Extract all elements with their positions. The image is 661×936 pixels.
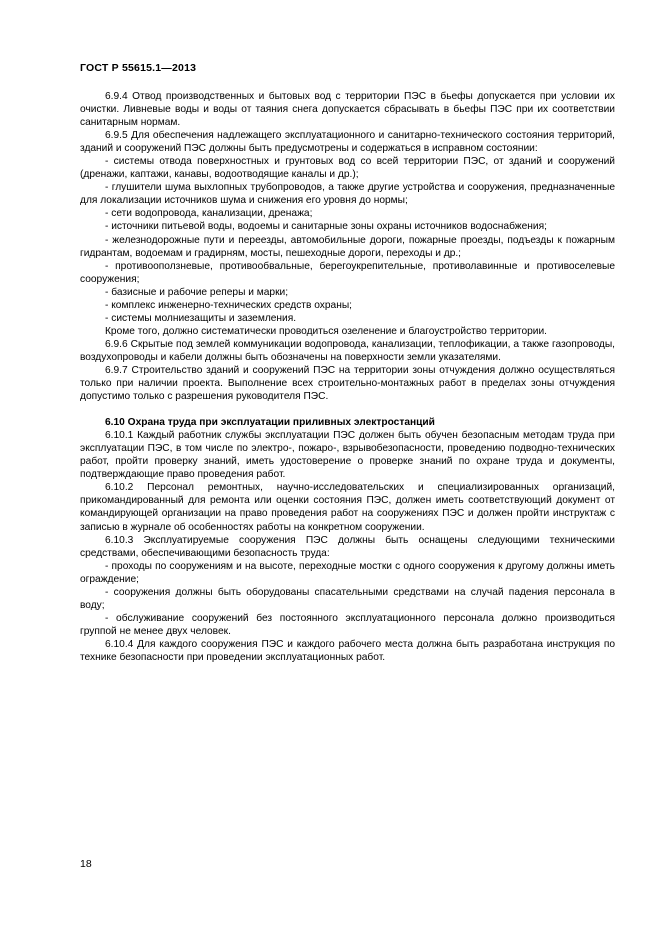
list-item: - источники питьевой воды, водоемы и санитарные зоны охраны источников водоснабжения; — [105, 221, 547, 233]
list-item: - сооружения должны быть оборудованы спасательными средствами на случай падения персонала в воду; — [80, 586, 615, 611]
list-item: - комплекс инженерно-технических средств охраны; — [105, 299, 352, 311]
list-item: - проходы по сооружениям и на высоте, переходные мостки с одного сооружения к другому должны иметь ограждение; — [80, 560, 615, 585]
paragraph-6-10-3: 6.10.3 Эксплуатируемые сооружения ПЭС должны быть оснащены следующими техническими средствами, обеспечивающими безопасность труда: — [80, 534, 615, 559]
paragraph-6-10-2: 6.10.2 Персонал ремонтных, научно-исследовательских и специализированных организаций, прикомандированный для ремонта или оценки состояния ПЭС, должен иметь соответствующий документ от командирующей организации на право проведения работ на сооружениях ПЭС и должен пройти инструктаж с записью в журнале об особенностях работы на конкретном сооружении. — [80, 482, 615, 533]
list-item: - сети водопровода, канализации, дренажа; — [105, 208, 313, 220]
section-heading-6-10: 6.10 Охрана труда при эксплуатации приливных электростанций — [105, 417, 435, 429]
document-body — [80, 90, 615, 664]
page-number: 18 — [80, 858, 92, 870]
list-item: - системы молниезащиты и заземления. — [105, 312, 297, 324]
list-item: - противооползневые, противообвальные, берегоукрепительные, противолавинные и противоселевые сооружения; — [80, 260, 615, 285]
paragraph-6-10-1: 6.10.1 Каждый работник службы эксплуатации ПЭС должен быть обучен безопасным методам труда при эксплуатации ПЭС, в том числе по электро-, пожаро-, взрывобезопасности, проведению подводно-технических работ, пройти проверку знаний, иметь удостоверение о проверке знаний по охране труда и документы, подтверждающие право проведения работ. — [80, 430, 615, 481]
paragraph-6-9-6: 6.9.6 Скрытые под землей коммуникации водопровода, канализации, теплофикации, а также газопроводы, воздухопроводы и кабели должны быть обозначены на поверхности земли указателями. — [80, 338, 615, 363]
standard-code-header: ГОСТ Р 55615.1—2013 — [80, 62, 197, 74]
list-item: - глушители шума выхлопных трубопроводов, а также другие устройства и сооружения, предназначенные для локализации источников шума и снижения его уровня до нормы; — [80, 182, 615, 207]
list-item: - базисные и рабочие реперы и марки; — [105, 286, 289, 298]
paragraph-6-9-5: 6.9.5 Для обеспечения надлежащего эксплуатационного и санитарно-технического состояния территорий, зданий и сооружений ПЭС должны быть предусмотрены и содержаться в исправном состоянии: — [80, 130, 615, 155]
paragraph-6-9-4: 6.9.4 Отвод производственных и бытовых вод с территории ПЭС в бьефы допускается при условии их очистки. Ливневые воды и воды от таяния снега допускается сбрасывать в бьефы ПЭС при их соответствии санитарным нормам. — [80, 91, 615, 129]
paragraph-6-10-4: 6.10.4 Для каждого сооружения ПЭС и каждого рабочего места должна быть разработана инструкция по технике безопасности при проведении эксплуатационных работ. — [80, 638, 615, 663]
list-item: - системы отвода поверхностных и грунтовых вод со всей территории ПЭС, от зданий и сооружений (дренажи, каптажи, канавы, водоотводящие каналы и др.); — [80, 156, 615, 181]
list-item: - железнодорожные пути и переезды, автомобильные дороги, пожарные проезды, подъезды к пожарным гидрантам, водоемам и градирням, мосты, пешеходные дороги, переходы и др.; — [80, 234, 615, 259]
list-item: - обслуживание сооружений без постоянного эксплуатационного персонала должно производиться группой не менее двух человек. — [80, 612, 615, 637]
paragraph-6-9-7: 6.9.7 Строительство зданий и сооружений ПЭС на территории зоны отчуждения должно осуществляться только при наличии проекта. Выполнение всех строительно-монтажных работ в пределах зоны отчуждения допустимо только с разрешения руководителя ПЭС. — [80, 364, 615, 403]
paragraph-landscaping: Кроме того, должно систематически проводиться озеленение и благоустройство территории. — [105, 325, 547, 337]
